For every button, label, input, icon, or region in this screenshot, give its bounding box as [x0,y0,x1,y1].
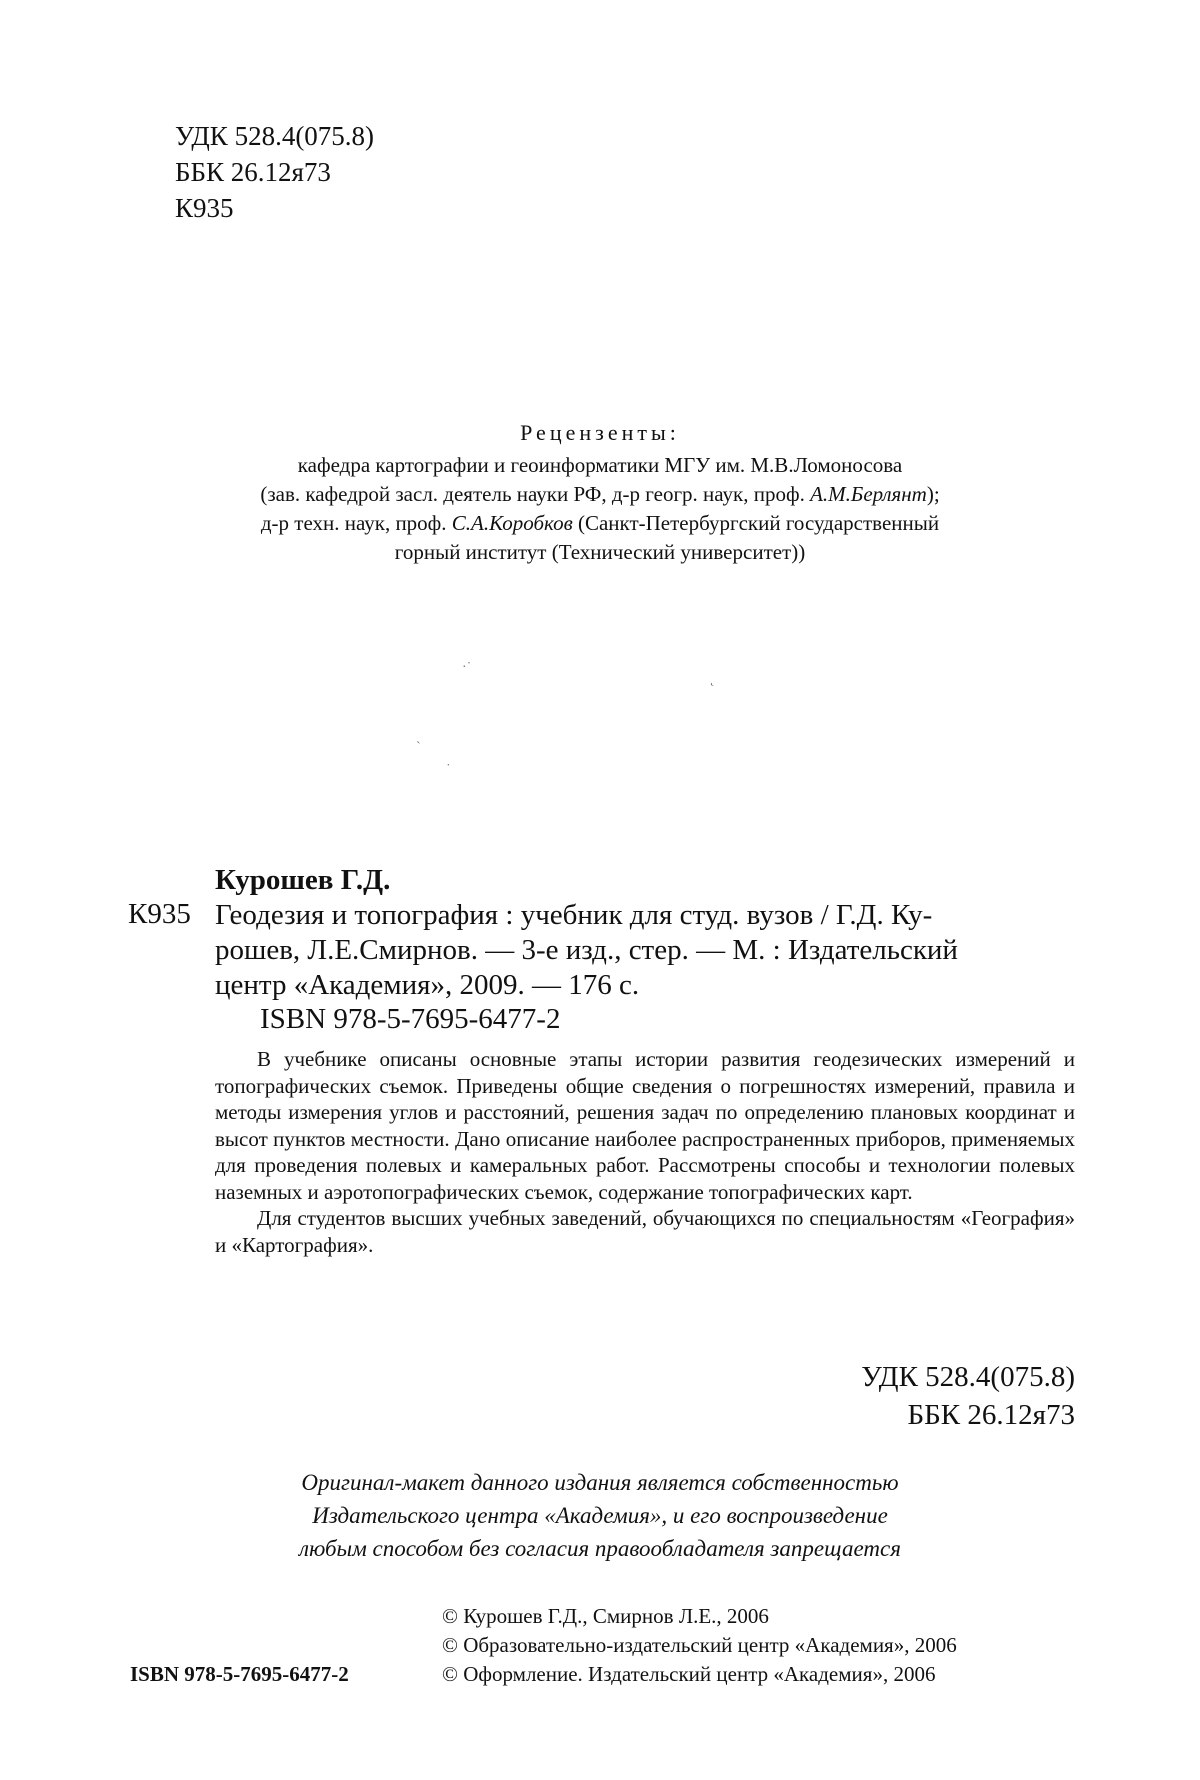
record-line-3: центр «Академия», 2009. — 176 с. [215,969,640,1001]
scan-speck: ˛ [710,672,715,687]
rights-notice [130,1466,1070,1565]
bibliographic-record [215,898,1075,1003]
author-index: К935 [175,193,234,223]
copyright-block [442,1602,957,1689]
rights-line-3: любым способом без согласия правообладателя запрещается [299,1536,901,1561]
classification-codes-top [175,118,374,226]
copyright-line-2: © Образовательно-издательский центр «Академия», 2006 [442,1633,957,1657]
scan-speck: ˋ [416,740,421,755]
reviewers-heading: Рецензенты: [520,420,680,445]
classification-codes-bottom [760,1358,1075,1434]
scan-speck: ˙ [446,762,451,777]
reviewer-line-3 [130,509,1070,538]
reviewer-line-3-text: д-р техн. наук, проф. [260,511,452,535]
copyright-line-3: © Оформление. Издательский центр «Академия», 2006 [442,1662,936,1686]
udk-code-bottom: УДК 528.4(075.8) [861,1361,1075,1393]
record-isbn: ISBN 978-5-7695-6477-2 [260,1003,561,1035]
reviewer-line-1: кафедра картографии и геоинформатики МГУ им. М.В.Ломоносова [297,453,903,477]
reviewer-line-3-end: (Санкт-Петербургский государственный [572,511,940,535]
reviewer-line-2 [130,480,1070,509]
udk-code: УДК 528.4(075.8) [175,121,375,151]
bbk-code: ББК 26.12я73 [175,157,331,187]
reviewer-name-korobkov: С.А.Коробков [451,511,573,535]
scan-speck: ·˙ [462,660,472,675]
copyright-line-1: © Курошев Г.Д., Смирнов Л.Е., 2006 [442,1604,769,1628]
reviewer-line-2-end: ); [926,482,940,506]
rights-line-2: Издательского центра «Академия», и его воспроизведение [312,1503,888,1528]
record-line-1: Геодезия и топография : учебник для студ. вузов / Г.Д. Ку- [215,899,933,931]
annotation [215,1046,1075,1258]
record-author: Курошев Г.Д. [215,864,391,896]
bbk-code-bottom: ББК 26.12я73 [907,1399,1075,1431]
isbn-bottom: ISBN 978-5-7695-6477-2 [130,1662,349,1686]
record-index: К935 [128,898,191,930]
rights-line-1: Оригинал-макет данного издания является собственностью [301,1470,899,1495]
reviewer-line-2-text: (зав. кафедрой засл. деятель науки РФ, д-р геогр. наук, проф. [260,482,811,506]
record-line-2: рошев, Л.Е.Смирнов. — 3-е изд., стер. — М. : Издательский [215,934,958,966]
annotation-paragraph-2: Для студентов высших учебных заведений, обучающихся по специальностям «География» и «Картография». [215,1206,1075,1257]
annotation-paragraph-1: В учебнике описаны основные этапы истории развития геодезических измерений и топографических съемок. Приведены общие сведения о погрешностях измерений, правила и методы измерения углов и расстояний, решения задач по определению плановых координат и высот пунктов местности. Дано описание наиболее распространенных приборов, применяемых для проведения полевых и камеральных работ. Рассмотрены способы и технологии полевых наземных и аэротопографических съемок, содержание топографических карт. [215,1047,1075,1204]
reviewers-block [130,418,1070,567]
reviewer-line-4: горный институт (Технический университет)) [394,540,806,564]
reviewer-name-berlyant: А.М.Берлянт [810,482,927,506]
